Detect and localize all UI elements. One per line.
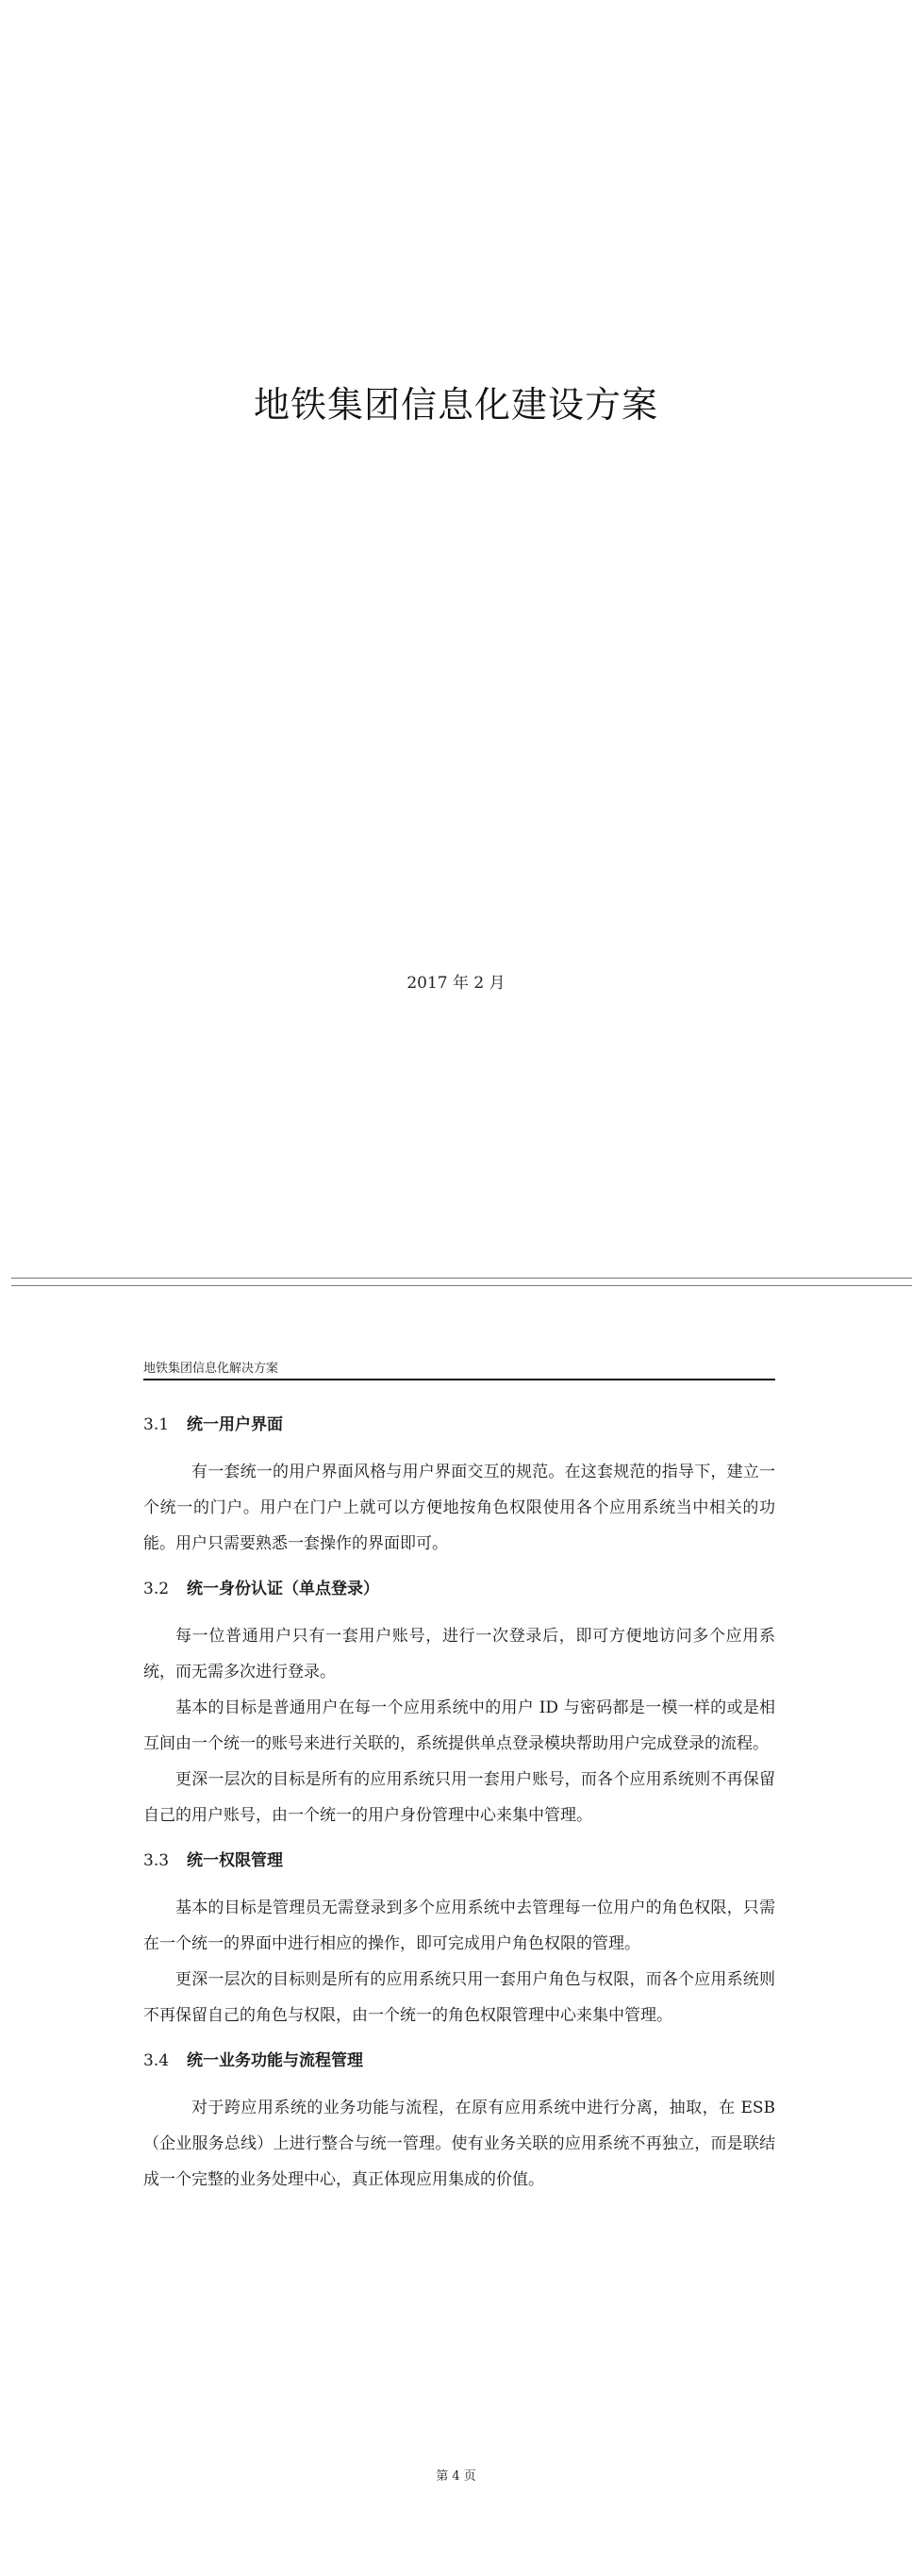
section-heading <box>143 1575 775 1603</box>
section-3-3 <box>143 1847 775 2033</box>
section-title: 统一身份认证（单点登录） <box>187 1580 379 1598</box>
paragraph: 有一套统一的用户界面风格与用户界面交互的规范。在这套规范的指导下，建立一个统一的门户。用户在门户上就可以方便地按角色权限使用各个应用系统当中相关的功能。用户只需要熟悉一套操作的界面即可。 <box>143 1463 775 1553</box>
paragraph: 更深一层次的目标则是所有的应用系统只用一套用户角色与权限，而各个应用系统则不再保留自己的角色与权限，由一个统一的角色权限管理中心来集中管理。 <box>143 1970 775 2025</box>
section-title: 统一用户界面 <box>187 1415 283 1434</box>
paragraph: 基本的目标是管理员无需登录到多个应用系统中去管理每一位用户的角色权限，只需在一个统一的界面中进行相应的操作，即可完成用户角色权限的管理。 <box>143 1899 775 1953</box>
bottom-separator <box>11 1278 912 1279</box>
section-3-4 <box>143 2047 775 2198</box>
section-number: 3.3 <box>143 1851 170 1870</box>
section-number: 3.2 <box>143 1580 170 1598</box>
section-heading <box>143 1411 775 1439</box>
paragraph: 更深一层次的目标是所有的应用系统只用一套用户账号，而各个应用系统则不再保留自己的用户账号，由一个统一的用户身份管理中心来集中管理。 <box>143 1770 775 1825</box>
section-title: 统一权限管理 <box>187 1851 283 1870</box>
cover-date: 2017 年 2 月 <box>406 974 506 993</box>
paragraph: 对于跨应用系统的业务功能与流程，在原有应用系统中进行分离，抽取，在 ESB（企业服务总线）上进行整合与统一管理。使有业务关联的应用系统不再独立，而是联结成一个完整的业务处理中心，真正体现应用集成的价值。 <box>143 2099 775 2189</box>
running-header: 地铁集团信息化解决方案 <box>143 1358 775 1380</box>
paragraph: 基本的目标是普通用户在每一个应用系统中的用户 ID 与密码都是一模一样的或是相互间由一个统一的账号来进行关联的，系统提供单点登录模块帮助用户完成登录的流程。 <box>143 1698 775 1753</box>
page-number: 第 4 页 <box>436 2469 476 2484</box>
cover-page <box>0 0 912 1285</box>
section-title: 统一业务功能与流程管理 <box>187 2051 363 2070</box>
section-3-2 <box>143 1575 775 1833</box>
section-3-1 <box>143 1411 775 1562</box>
cover-title: 地铁集团信息化建设方案 <box>253 384 658 426</box>
content-page <box>0 1286 912 2576</box>
paragraph: 每一位普通用户只有一套用户账号，进行一次登录后，即可方便地访问多个应用系统，而无需多次进行登录。 <box>143 1627 775 1681</box>
page-body <box>143 1397 775 2207</box>
section-heading <box>143 1847 775 1875</box>
section-heading <box>143 2047 775 2075</box>
section-number: 3.1 <box>143 1415 170 1434</box>
section-number: 3.4 <box>143 2051 170 2070</box>
